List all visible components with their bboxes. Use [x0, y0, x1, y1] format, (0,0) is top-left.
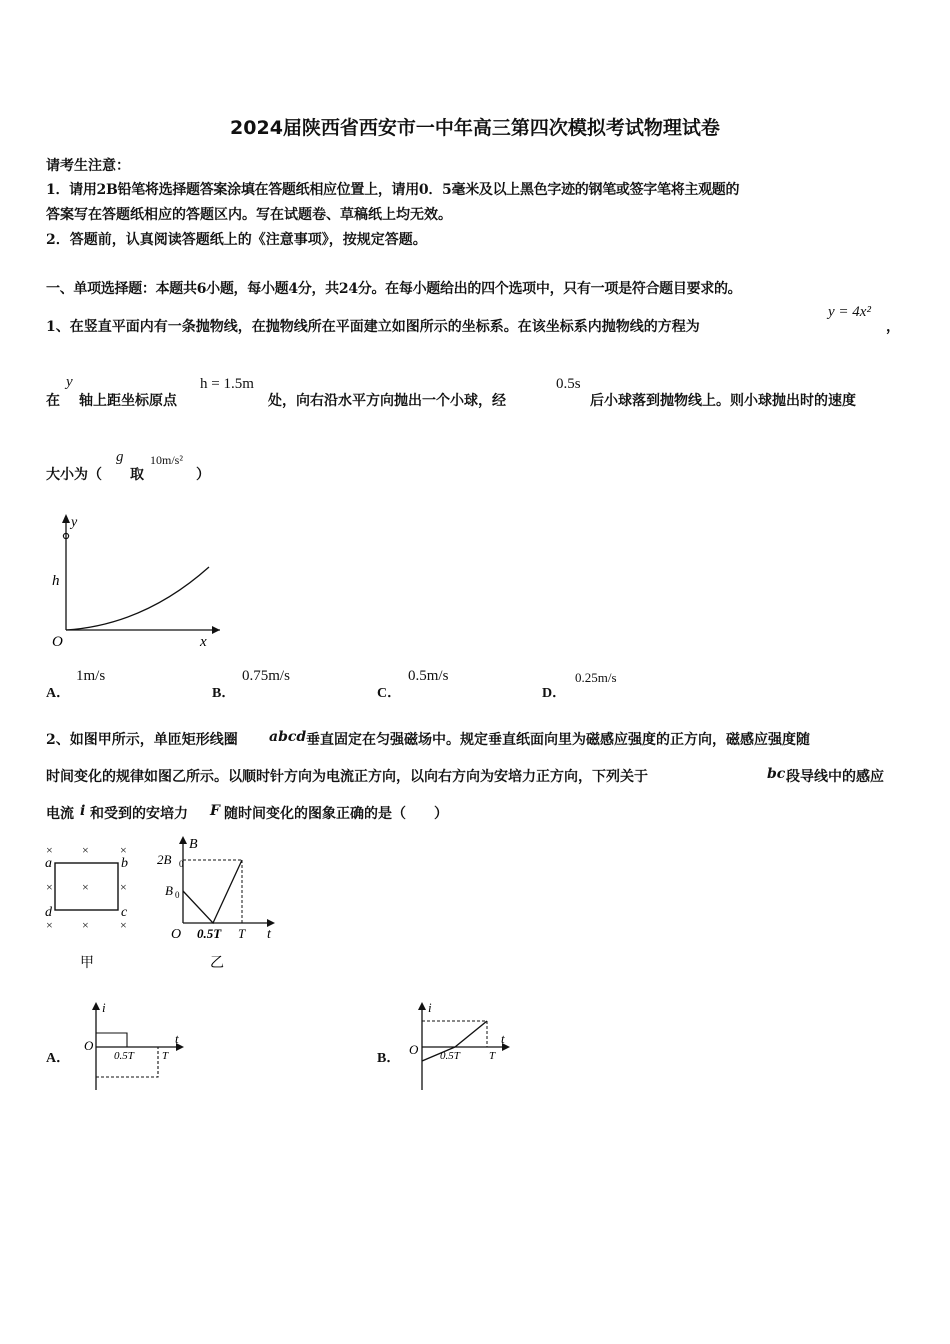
q1-line-1: 1、在竖直平面内有一条抛物线，在抛物线所在平面建立如图所示的坐标系。在该坐标系内抛物线的方程为 — [46, 319, 700, 335]
yi-t-label: T — [238, 926, 246, 941]
q1-h-label: h — [52, 573, 60, 589]
cross-mark: × — [82, 918, 89, 932]
q2-option-b-graph — [405, 998, 520, 1093]
corner-a: a — [45, 856, 52, 871]
a-t-axis-label: t — [175, 1031, 179, 1046]
q2-var-F: F — [210, 803, 220, 819]
a-half-t-label: 0.5T — [114, 1050, 134, 1062]
b-segment-2 — [455, 1021, 487, 1047]
yi-2b0-sub: 0 — [179, 859, 184, 869]
q1-y-arrow — [62, 514, 70, 523]
q1-option-a-value: 1m/s — [76, 668, 106, 684]
a-i-arrow — [92, 1002, 100, 1010]
section-1-heading: 一、单项选择题：本题共6小题，每小题4分，共24分。在每小题给出的四个选项中，只有一项是符合题目要求的。 — [46, 281, 742, 297]
q2-line-2-b: 段导线中的感应 — [786, 769, 884, 785]
yi-b0-label: B — [165, 883, 173, 898]
q2-var-i: i — [80, 803, 86, 819]
b-half-t-label: 0.5T — [440, 1050, 460, 1062]
cross-mark: × — [120, 918, 127, 932]
a-i-label: i — [102, 1000, 106, 1015]
a-positive-segment — [96, 1033, 127, 1047]
q1-origin-label: O — [52, 634, 63, 650]
q2-line-3-c: 随时间变化的图象正确的是（ ） — [224, 806, 448, 822]
cross-mark: × — [82, 843, 89, 857]
q1-var-y: y — [66, 374, 73, 390]
yi-t-axis-label: t — [267, 927, 271, 942]
q1-parabola-figure — [44, 510, 224, 650]
q1-x-label: x — [200, 634, 207, 650]
b-i-arrow — [418, 1002, 426, 1010]
q1-line-2-c: 处，向右沿水平方向抛出一个小球，经 — [268, 393, 506, 409]
figure-jia-caption: 甲 — [80, 956, 94, 971]
q1-option-b-value: 0.75m/s — [242, 668, 290, 684]
q1-option-b-label[interactable]: B． — [212, 686, 236, 701]
q1-line-2-a: 在 — [46, 393, 60, 409]
q1-h-value: h = 1.5m — [200, 376, 254, 392]
yi-t-arrow — [267, 919, 275, 927]
notice-item-1-line-2: 答案写在答题纸相应的答题区内。写在试题卷、草稿纸上均无效。 — [46, 207, 452, 223]
yi-b-curve — [183, 860, 242, 923]
q1-x-arrow — [212, 626, 220, 634]
q2-line-3-a: 电流 — [46, 806, 74, 822]
q2-option-a-graph — [80, 998, 190, 1093]
page-title: 2024届陕西省西安市一中年高三第四次模拟考试物理试卷 — [230, 117, 720, 139]
q2-figure-jia — [40, 840, 140, 975]
q2-option-a-label[interactable]: A． — [46, 1051, 71, 1066]
b-i-label: i — [428, 1000, 432, 1015]
cross-mark: × — [46, 843, 53, 857]
corner-b: b — [121, 856, 128, 871]
q2-abcd: abcd — [269, 729, 307, 745]
q2-line-1-b: 垂直固定在匀强磁场中。规定垂直纸面向里为磁感应强度的正方向，磁感应强度随 — [306, 732, 810, 748]
yi-b-label: B — [189, 837, 198, 852]
q1-line-2-d: 后小球落到抛物线上。则小球抛出时的速度 — [590, 393, 856, 409]
q1-option-d-label[interactable]: D． — [542, 686, 567, 701]
cross-mark: × — [120, 843, 127, 857]
b-t-axis-label: t — [501, 1031, 505, 1046]
q1-time: 0.5s — [556, 376, 581, 392]
q1-parabola-curve — [66, 567, 209, 630]
q1-option-d-value: 0.25m/s — [575, 670, 617, 685]
q1-line-1-end: ， — [886, 319, 900, 335]
q1-option-a-label[interactable]: A． — [46, 686, 71, 701]
corner-c: c — [121, 905, 128, 920]
cross-mark: × — [82, 880, 89, 894]
cross-mark: × — [46, 880, 53, 894]
notice-item-2: 2．答题前，认真阅读答题纸上的《注意事项》，按规定答题。 — [46, 232, 427, 248]
yi-origin-label: O — [171, 927, 182, 942]
q1-y-label: y — [71, 515, 78, 530]
q1-line-2-b: 轴上距坐标原点 — [79, 393, 177, 409]
q2-line-3-b: 和受到的安培力 — [90, 806, 188, 822]
q1-var-g: g — [116, 449, 124, 465]
notice-item-1-line-1: 1．请用2B铅笔将选择题答案涂填在答题纸相应位置上，请用0．5毫米及以上黑色字迹的钢笔或签字笔将主观题的 — [46, 182, 740, 198]
yi-2b0-label: 2B — [157, 852, 172, 867]
q1-option-c-label[interactable]: C． — [377, 686, 402, 701]
q1-line-3-a: 大小为（ — [46, 467, 102, 483]
notice-heading: 请考生注意： — [46, 158, 130, 174]
q2-line-2-a: 时间变化的规律如图乙所示。以顺时针方向为电流正方向，以向右方向为安培力正方向，下列关于 — [46, 769, 648, 785]
q2-option-b-label[interactable]: B． — [377, 1051, 401, 1066]
q1-line-3-b: 取 — [130, 467, 144, 483]
yi-b-arrow — [179, 836, 187, 844]
q2-figure-yi — [155, 832, 280, 977]
yi-b0-sub: 0 — [175, 890, 180, 900]
corner-d: d — [45, 905, 52, 920]
cross-mark: × — [46, 918, 53, 932]
cross-mark: × — [120, 880, 127, 894]
yi-half-t-label: 0.5T — [197, 926, 222, 941]
q1-option-c-value: 0.5m/s — [408, 668, 449, 684]
q2-line-1-a: 2、如图甲所示，单匝矩形线圈 — [46, 732, 238, 748]
figure-yi-caption: 乙 — [210, 956, 224, 971]
b-t-label: T — [489, 1050, 496, 1062]
q1-g-value: 10m/s² — [150, 453, 183, 467]
q2-bc: bc — [767, 766, 786, 782]
b-origin-label: O — [409, 1042, 419, 1057]
a-t-label: T — [162, 1050, 169, 1062]
q1-line-3-c: ） — [196, 467, 210, 483]
a-origin-label: O — [84, 1038, 94, 1053]
q1-equation: y = 4x² — [828, 304, 871, 320]
